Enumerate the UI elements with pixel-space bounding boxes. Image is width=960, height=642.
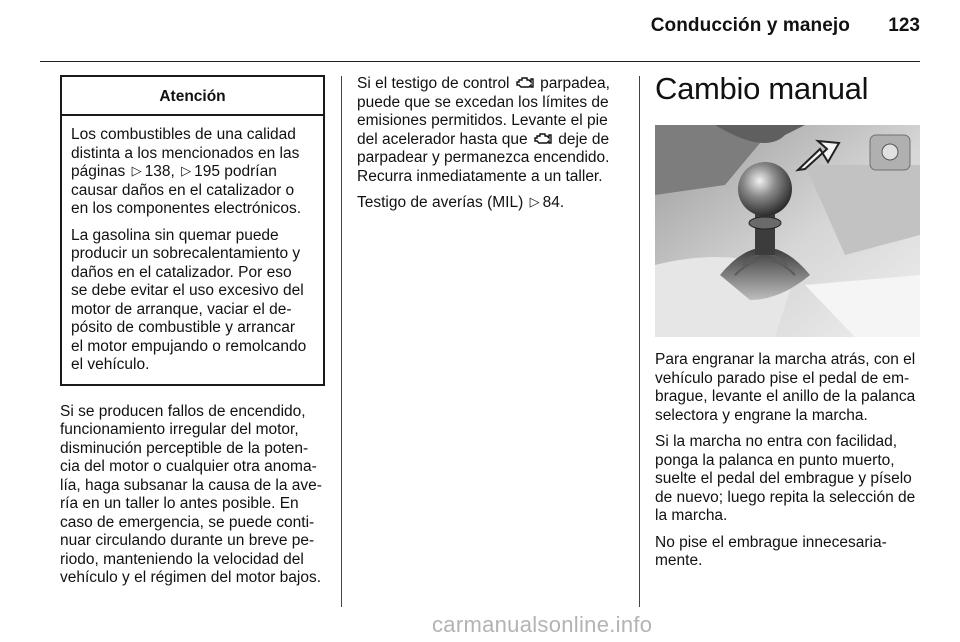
column-1 [60,75,325,596]
attention-paragraph: Los combustibles de una calidad distinta a los mencionados en las páginas ▷ 138, ▷ 195 podrían causar daños en el catalizador o en los componentes electrónicos. [71,126,302,217]
triangle-right-icon: ▷ [529,194,540,209]
watermark: carmanualsonline.info [432,612,653,637]
page-reference[interactable]: 138, [144,163,175,180]
header-title: Conducción y manejo [650,15,850,36]
column-divider-right [639,76,640,607]
attention-box [60,75,325,386]
body-text [60,403,325,588]
paragraph: Si el testigo de control parpadea, puede que se excedan los límites de emisiones permitidos. Levante el pie del acelerador hasta que deje de parpadear y permanezca encendido. Recurra inmediatamente a un taller. [357,75,610,185]
paragraph: Para engranar la marcha atrás, con el vehículo parado pise el pedal de em- brague, levante el anillo de la palanca selectora y engrane la marcha. [655,351,916,424]
page-reference[interactable]: 84. [542,194,565,211]
section-heading: Cambio manual [655,71,869,106]
paragraph: Testigo de averías (MIL) ▷ 84. [357,194,565,211]
column-3 [655,72,920,579]
column-divider-left [341,76,342,607]
paragraph: No pise el embrague innecesaria- mente. [655,533,887,569]
attention-body [62,116,323,384]
attention-title: Atención [62,77,323,116]
triangle-right-icon: ▷ [181,163,192,178]
engine-check-icon [534,132,552,146]
page-reference[interactable]: 195 podrían [194,163,277,180]
header-rule [40,61,920,62]
attention-paragraph: La gasolina sin quemar puede producir un sobrecalentamiento y daños en el catalizador. Por eso se debe evitar el uso excesivo del motor de arranque, vaciar el de- pósito de combustible y arrancar el motor empujando o remolcando el vehículo. [71,226,307,373]
engine-check-icon [516,76,534,90]
gear-lever-figure [655,125,920,337]
paragraph: Si la marcha no entra con facilidad, ponga la palanca en punto muerto, suelte el pedal del embrague y píselo de nuevo; luego repita la selección de la marcha. [655,433,916,524]
gear-lever-illustration [655,125,920,337]
page-number: 123 [888,15,920,36]
paragraph: Si se producen fallos de encendido, funcionamiento irregular del motor, disminución perceptible de la poten- cia del motor o cualquier otra anoma- lía, haga subsanar la causa de la ave- ría en un taller lo antes posible. En caso de emergencia, se puede conti- nuar circulando durante un breve pe- riodo, manteniendo la velocidad del vehículo y el régimen del motor bajos. [60,402,322,586]
triangle-right-icon: ▷ [131,163,142,178]
column-2 [357,75,625,221]
